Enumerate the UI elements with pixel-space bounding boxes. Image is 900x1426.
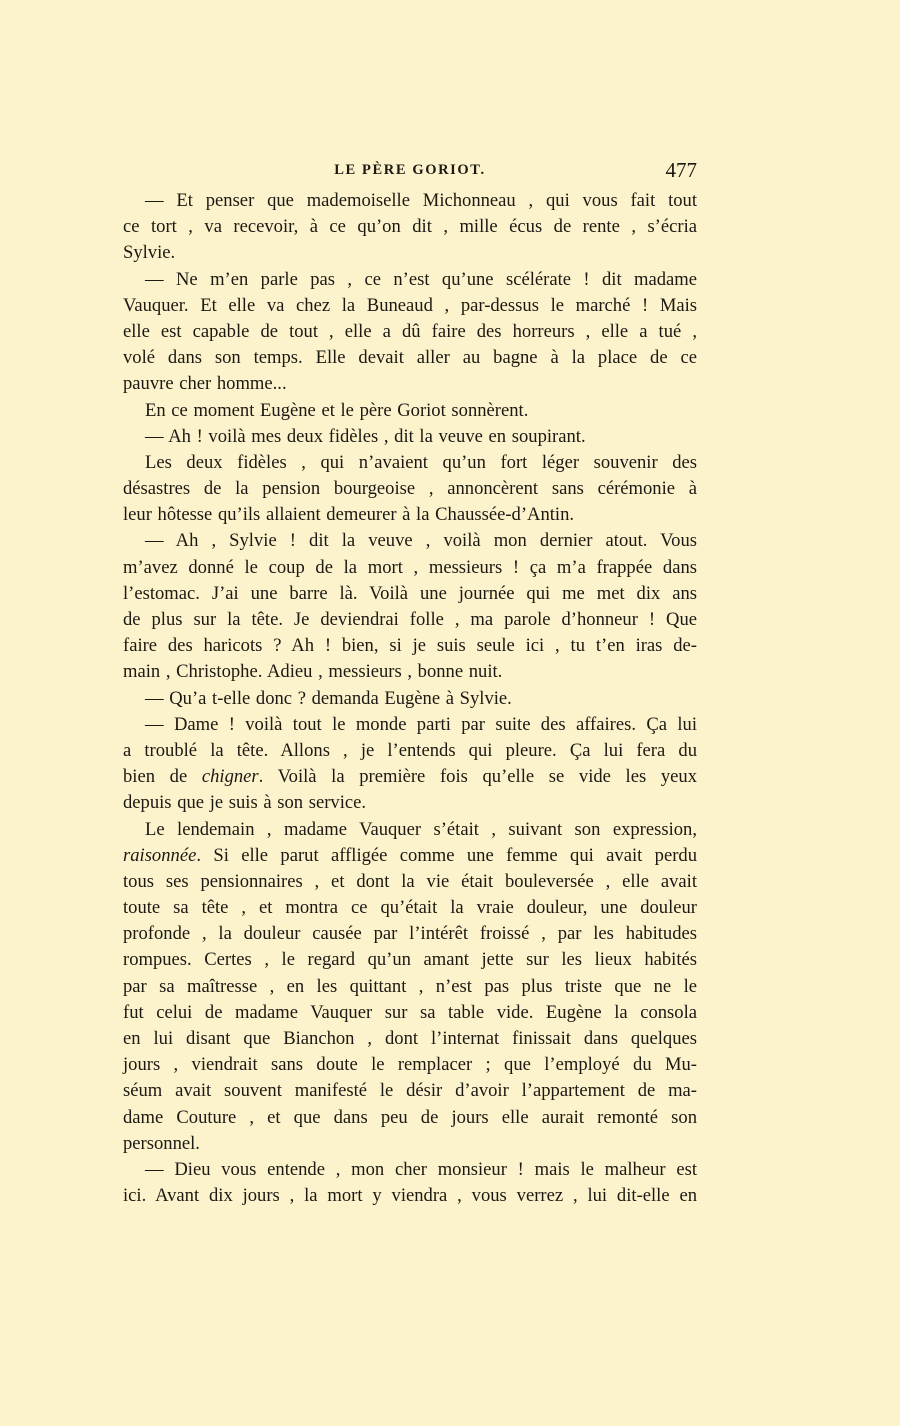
text-line: [123, 686, 697, 712]
text-line: [123, 895, 697, 921]
text-line: [123, 1078, 697, 1104]
text-line: [123, 947, 697, 973]
text-segment: ici. Avant dix jours , la mort y viendra , vous verrez , lui dit-elle en: [123, 1185, 697, 1207]
italic-word: raisonnée: [123, 844, 197, 866]
text-segment: — Ah ! voilà mes deux fidèles , dit la veuve en soupirant.: [145, 425, 586, 447]
text-line: [123, 974, 697, 1000]
text-segment: m’avez donné le coup de la mort , messieurs ! ça m’a frappée dans: [123, 556, 697, 578]
text-segment: main , Christophe. Adieu , messieurs , bonne nuit.: [123, 661, 503, 683]
text-segment: . Voilà la première fois qu’elle se vide les yeux: [258, 766, 697, 788]
text-segment: Vauquer. Et elle va chez la Buneaud , par-dessus le marché ! Mais: [123, 294, 697, 316]
text-segment: personnel.: [123, 1132, 200, 1154]
text-segment: par sa maîtresse , en les quittant , n’est pas plus triste que ne le: [123, 975, 697, 997]
text-segment: . Si elle parut affligée comme une femme qui avait perdu: [196, 844, 697, 866]
text-line: [123, 712, 697, 738]
text-segment: a troublé la tête. Allons , je l’entends qui pleure. Ça lui fera du: [123, 739, 697, 761]
text-line: [123, 1157, 697, 1183]
text-segment: — Et penser que mademoiselle Michonneau , qui vous fait tout: [145, 190, 697, 211]
text-line: [123, 790, 697, 816]
running-title: LE PÈRE GORIOT.: [334, 162, 486, 178]
text-line: [123, 502, 697, 528]
text-line: [123, 817, 697, 843]
text-segment: Les deux fidèles , qui n’avaient qu’un fort léger souvenir des: [145, 451, 697, 473]
text-line: [123, 1105, 697, 1131]
text-segment: elle est capable de tout , elle a dû faire des horreurs , elle a tué ,: [123, 320, 697, 342]
text-line: [123, 1052, 697, 1078]
text-line: [123, 450, 697, 476]
text-line: [123, 293, 697, 319]
text-line: [123, 188, 697, 214]
text-line: [123, 843, 697, 869]
text-line: [123, 764, 697, 790]
text-segment: volé dans son temps. Elle devait aller au bagne à la place de ce: [123, 347, 697, 369]
text-line: [123, 921, 697, 947]
text-line: [123, 738, 697, 764]
running-header: [123, 158, 697, 184]
text-segment: leur hôtesse qu’ils allaient demeurer à la Chaussée-d’Antin.: [123, 504, 575, 526]
text-line: [123, 528, 697, 554]
text-segment: pauvre cher homme...: [123, 373, 287, 395]
text-segment: fut celui de madame Vauquer sur sa table vide. Eugène la consola: [123, 1001, 697, 1023]
body-text: [123, 188, 697, 1209]
text-segment: en lui disant que Bianchon , dont l’internat finissait dans quelques: [123, 1028, 697, 1049]
text-line: [123, 371, 697, 397]
text-line: [123, 607, 697, 633]
text-segment: — Dame ! voilà tout le monde parti par suite des affaires. Ça lui: [145, 713, 697, 735]
text-segment: profonde , la douleur causée par l’intérêt froissé , par les habitudes: [123, 923, 697, 945]
text-line: [123, 633, 697, 659]
page-number: 477: [665, 158, 697, 182]
text-segment: ce tort , va recevoir, à ce qu’on dit , mille écus de rente , s’écria: [123, 216, 697, 238]
text-segment: — Dieu vous entende , mon cher monsieur ! mais le malheur est: [145, 1158, 697, 1180]
text-line: [123, 345, 697, 371]
text-line: [123, 869, 697, 895]
text-segment: Sylvie.: [123, 242, 176, 264]
text-line: [123, 1026, 697, 1052]
italic-word: chigner: [201, 766, 259, 788]
text-line: [123, 581, 697, 607]
text-segment: rompues. Certes , le regard qu’un amant jette sur les lieux habités: [123, 949, 697, 971]
text-segment: séum avait souvent manifesté le désir d’avoir l’appartement de ma-: [123, 1080, 697, 1102]
text-segment: — Qu’a t-elle donc ? demanda Eugène à Sylvie.: [145, 687, 512, 709]
text-segment: désastres de la pension bourgeoise , annoncèrent sans cérémonie à: [123, 478, 697, 500]
text-segment: tous ses pensionnaires , et dont la vie était bouleversée , elle avait: [123, 870, 697, 892]
text-line: [123, 267, 697, 293]
text-line: [123, 240, 697, 266]
text-line: [123, 424, 697, 450]
text-segment: En ce moment Eugène et le père Goriot sonnèrent.: [145, 399, 529, 421]
text-segment: bien de: [123, 766, 202, 788]
text-line: [123, 214, 697, 240]
text-segment: toute sa tête , et montra ce qu’était la vraie douleur, une douleur: [123, 897, 697, 919]
text-line: [123, 555, 697, 581]
text-segment: Le lendemain , madame Vauquer s’était , suivant son expression,: [145, 818, 697, 840]
text-segment: de plus sur la tête. Je deviendrai folle , ma parole d’honneur ! Que: [123, 609, 697, 630]
text-line: [123, 659, 697, 685]
text-line: [123, 1131, 697, 1157]
text-segment: jours , viendrait sans doute le remplacer ; que l’employé du Mu-: [123, 1054, 697, 1076]
text-line: [123, 398, 697, 424]
text-segment: l’estomac. J’ai une barre là. Voilà une journée qui me met dix ans: [123, 582, 697, 604]
text-line: [123, 1000, 697, 1026]
text-line: [123, 319, 697, 345]
text-segment: — Ne m’en parle pas , ce n’est qu’une scélérate ! dit madame: [145, 268, 697, 290]
text-segment: depuis que je suis à son service.: [123, 792, 367, 814]
text-segment: faire des haricots ? Ah ! bien, si je suis seule ici , tu t’en iras de-: [123, 635, 697, 657]
text-segment: — Ah , Sylvie ! dit la veuve , voilà mon dernier atout. Vous: [145, 530, 697, 552]
text-line: [123, 476, 697, 502]
text-line: [123, 1183, 697, 1209]
text-segment: dame Couture , et que dans peu de jours elle aurait remonté son: [123, 1106, 697, 1128]
